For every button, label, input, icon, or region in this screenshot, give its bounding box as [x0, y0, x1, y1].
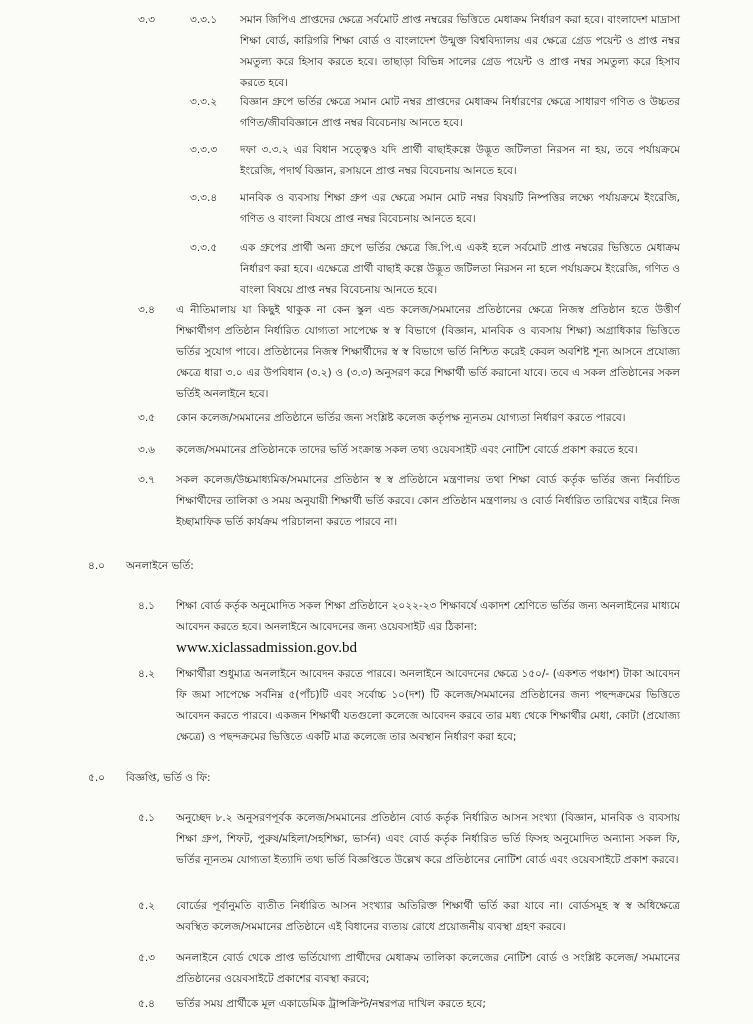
clause-text: অনুচ্ছেদ ৮.২ অনুসরণপূর্বক কলেজ/সমমানের প্রতিষ্ঠান বোর্ড কর্তৃক নির্ধারিত আসন সংখ্যা (বিজ্ঞান, মানবিক ও ব্যবসায় শিক্ষা গ্রুপ, শিফট, পুরুষ/মহিলা/সহশিক্ষা, ভার্সন) এবং বোর্ড কর্তৃক নির্ধারিত ভর্তি ফিসহ অনুমোদিত অন্যান্য সকল ফি, ভর্তির ন্যূনতম যোগ্যতা ইত্যাদি তথ্য ভর্তি বিজ্ঞপ্তিতে উল্লেখ করে প্রতিষ্ঠানের নোটিশ বোর্ড এবং ওয়েবসাইটে প্রকাশ করবে।: [176, 812, 680, 866]
section-number: ৪.০: [88, 560, 105, 572]
clause-text: [176, 596, 680, 660]
clause-text: বোর্ডের পূর্বানুমতি ব্যতীত নির্ধারিত আসন সংখ্যার অতিরিক্ত শিক্ষার্থী ভর্তি করা যাবে না। বোর্ডসমূহ স্ব স্ব অধিক্ষেত্রে অবস্থিত কলেজ/সমমানের প্রতিষ্ঠানে এই বিধানের ব্যত্যয় রোধে প্রয়োজনীয় ব্যবস্থা গ্রহণ করবে।: [176, 900, 680, 933]
clause-text: ভর্তির সময় প্রার্থীকে মূল একাডেমিক ট্রান্সক্রিপ্ট/নম্বরপত্র দাখিল করতে হবে;: [176, 998, 486, 1010]
clause-text: কোন কলেজ/সমমানের প্রতিষ্ঠানে ভর্তির জন্য সংশ্লিষ্ট কলেজ কর্তৃপক্ষ ন্যূনতম যোগ্যতা নির্ধারণ করতে পারবে।: [176, 412, 626, 424]
clause-text: সকল কলেজ/উচ্চমাধ্যমিক/সমমানের প্রতিষ্ঠান স্ব স্ব প্রতিষ্ঠানে মন্ত্রণালয় তথা শিক্ষা বোর্ড কর্তৃক ভর্তির জন্য নির্বাচিত শিক্ষার্থীদের তালিকা ও সময় অনুযায়ী শিক্ষার্থী ভর্তি করবে। কোন প্রতিষ্ঠান মন্ত্রণালয় ও বোর্ড নির্ধারিত তারিখের বাইরে নিজ ইচ্ছামাফিক ভর্তি কার্যক্রম পরিচালনা করতে পারবে না।: [176, 474, 680, 528]
clause-number: ৩.৪: [138, 304, 155, 316]
clause-text: অনলাইনে বোর্ড থেকে প্রাপ্ত ভর্তিযোগ্য প্রার্থীদের মেধাক্রম তালিকা কলেজের নোটিশ বোর্ড ও সংশ্লিষ্ট কলেজ/ সমমানের প্রতিষ্ঠানের ওয়েবসাইটে প্রকাশের ব্যবস্থা করবে;: [176, 952, 680, 985]
clause-number: ৫.১: [138, 812, 155, 824]
clause-body: শিক্ষা বোর্ড কর্তৃক অনুমোদিত সকল শিক্ষা প্রতিষ্ঠানে ২০২২-২৩ শিক্ষাবর্ষে একাদশ শ্রেণিতে ভর্তির জন্য অনলাইনের মাধ্যমে আবেদন করতে হবে। অনলাইনে আবেদনের জন্য ওয়েবসাইট এর ঠিকানা:: [176, 600, 680, 633]
admission-website-link[interactable]: www.xiclassadmission.gov.bd: [176, 640, 357, 656]
subclause-number: ৩.৩.৫: [190, 242, 218, 254]
clause-number: ৩.৬: [138, 444, 155, 456]
subclause-number: ৩.৩.২: [190, 96, 218, 108]
clause-text: শিক্ষার্থীরা শুধুমাত্র অনলাইনে আবেদন করতে পারবে। অনলাইনে আবেদনের ক্ষেত্রে ১৫০/- (একশত পঞ্চাশ) টাকা আবেদন ফি জমা সাপেক্ষে সর্বনিম্ন ৫(পাঁচ)টি এবং সর্বোচ্চ ১০(দশ) টি কলেজ/সমমানের প্রতিষ্ঠানের জন্য পছন্দক্রমের ভিত্তিতে আবেদন করতে পারবে। একজন শিক্ষার্থী যতগুলো কলেজে আবেদন করবে তার মধ্য থেকে শিক্ষার্থীর মেধা, কোটা (প্রযোজ্য ক্ষেত্রে) ও পছন্দক্রমের ভিত্তিতে একটি মাত্র কলেজে তার অবস্থান নির্ধারণ করা হবে;: [176, 668, 680, 743]
clause-number: ৩.৫: [138, 412, 155, 424]
clause-number: ৩.৩: [138, 14, 155, 26]
section-heading: অনলাইনে ভর্তি:: [126, 560, 194, 572]
clause-text: এ নীতিমালায় যা কিছুই থাকুক না কেন স্কুল এন্ড কলেজ/সমমানের প্রতিষ্ঠানের ক্ষেত্রে নিজস্ব প্রতিষ্ঠান হতে উত্তীর্ণ শিক্ষার্থীগণ প্রতিষ্ঠান নির্ধারিত যোগ্যতা সাপেক্ষে স্ব স্ব বিভাগে (বিজ্ঞান, মানবিক ও ব্যবসায় শিক্ষা) অগ্রাধিকার ভিত্তিতে ভর্তির সুযোগ পাবে। প্রতিষ্ঠানের নিজস্ব শিক্ষার্থীদের স্ব স্ব বিভাগে ভর্তি নিশ্চিত করেই কেবল অবশিষ্ট শূন্য আসনে প্রযোজ্য ক্ষেত্রে ধারা ৩.০ এর উপবিধান (৩.২) ও (৩.৩) অনুসরণ করে শিক্ষার্থী ভর্তি করানো যাবে। তবে এ সকল প্রতিষ্ঠানের সকল ভর্তিই অনলাইনে হবে।: [176, 304, 680, 400]
clause-text: বিজ্ঞান গ্রুপে ভর্তির ক্ষেত্রে সমান মোট নম্বর প্রাপ্তদের মেধাক্রম নির্ধারণের ক্ষেত্রে সাধারণ গণিত ও উচ্চতর গণিত/জীববিজ্ঞানে প্রাপ্ত নম্বর বিবেচনায় আনতে হবে।: [240, 96, 680, 129]
clause-text: সমান জিপিএ প্রাপ্তদের ক্ষেত্রে সর্বমোট প্রাপ্ত নম্বরের ভিত্তিতে মেধাক্রম নির্ধারণ করা হবে। বাংলাদেশ মাদ্রাসা শিক্ষা বোর্ড, কারিগরি শিক্ষা বোর্ড ও বাংলাদেশ উন্মুক্ত বিশ্ববিদ্যালয় এর ক্ষেত্রে গ্রেড পয়েন্ট ও প্রাপ্ত নম্বর সমতুল্য করে হিসাব করতে হবে। তাছাড়া বিভিন্ন সালের গ্রেড পয়েন্ট ও প্রাপ্ত নম্বর সমতুল্য করে হিসাব করতে হবে।: [240, 14, 680, 89]
clause-number: ৪.১: [138, 600, 155, 612]
subclause-number: ৩.৩.১: [190, 14, 218, 26]
clause-number: ৩.৭: [138, 474, 155, 486]
clause-number: ৪.২: [138, 668, 155, 680]
clause-text: কলেজ/সমমানের প্রতিষ্ঠানকে তাদের ভর্তি সংক্রান্ত সকল তথ্য ওয়েবসাইট এবং নোটিশ বোর্ডে প্রকাশ করতে হবে।: [176, 444, 638, 456]
clause-text: মানবিক ও ব্যবসায় শিক্ষা গ্রুপ এর ক্ষেত্রে সমান মোট নম্বর বিষয়টি নিষ্পত্তির লক্ষ্যে পর্যায়ক্রমে ইংরেজি, গণিত ও বাংলা বিষয়ে প্রাপ্ত নম্বর বিবেচনায় আনতে হবে।: [240, 192, 680, 225]
clause-number: ৫.২: [138, 900, 155, 912]
subclause-number: ৩.৩.৩: [190, 144, 218, 156]
subclause-number: ৩.৩.৪: [190, 192, 218, 204]
clause-text: এক গ্রুপের প্রার্থী অন্য গ্রুপে ভর্তির ক্ষেত্রে জি.পি.এ একই হলে সর্বমোট প্রাপ্ত নম্বরের ভিত্তিতে মেধাক্রম নির্ধারণ করা হবে। এক্ষেত্রে প্রার্থী বাছাই কল্পে উদ্ভূত জটিলতা নিরসন না হলে পর্যায়ক্রমে ইংরেজি, গণিত ও বাংলা বিষয়ে প্রাপ্ত নম্বর বিবেচনায় আনতে হবে।: [240, 242, 680, 296]
clause-number: ৫.৪: [138, 998, 155, 1010]
section-number: ৫.০: [88, 772, 105, 784]
section-heading: বিজ্ঞপ্তি, ভর্তি ও ফি:: [126, 772, 211, 784]
clause-text: দফা ৩.৩.২ এর বিধান সত্ত্বেও যদি প্রার্থী বাছাইকল্পে উদ্ভূত জটিলতা নিরসন না হয়, তবে পর্যায়ক্রমে ইংরেজি, পদার্থ বিজ্ঞান, রসায়নে প্রাপ্ত নম্বর বিবেচনায় আনতে হবে।: [240, 144, 680, 177]
clause-number: ৫.৩: [138, 952, 155, 964]
